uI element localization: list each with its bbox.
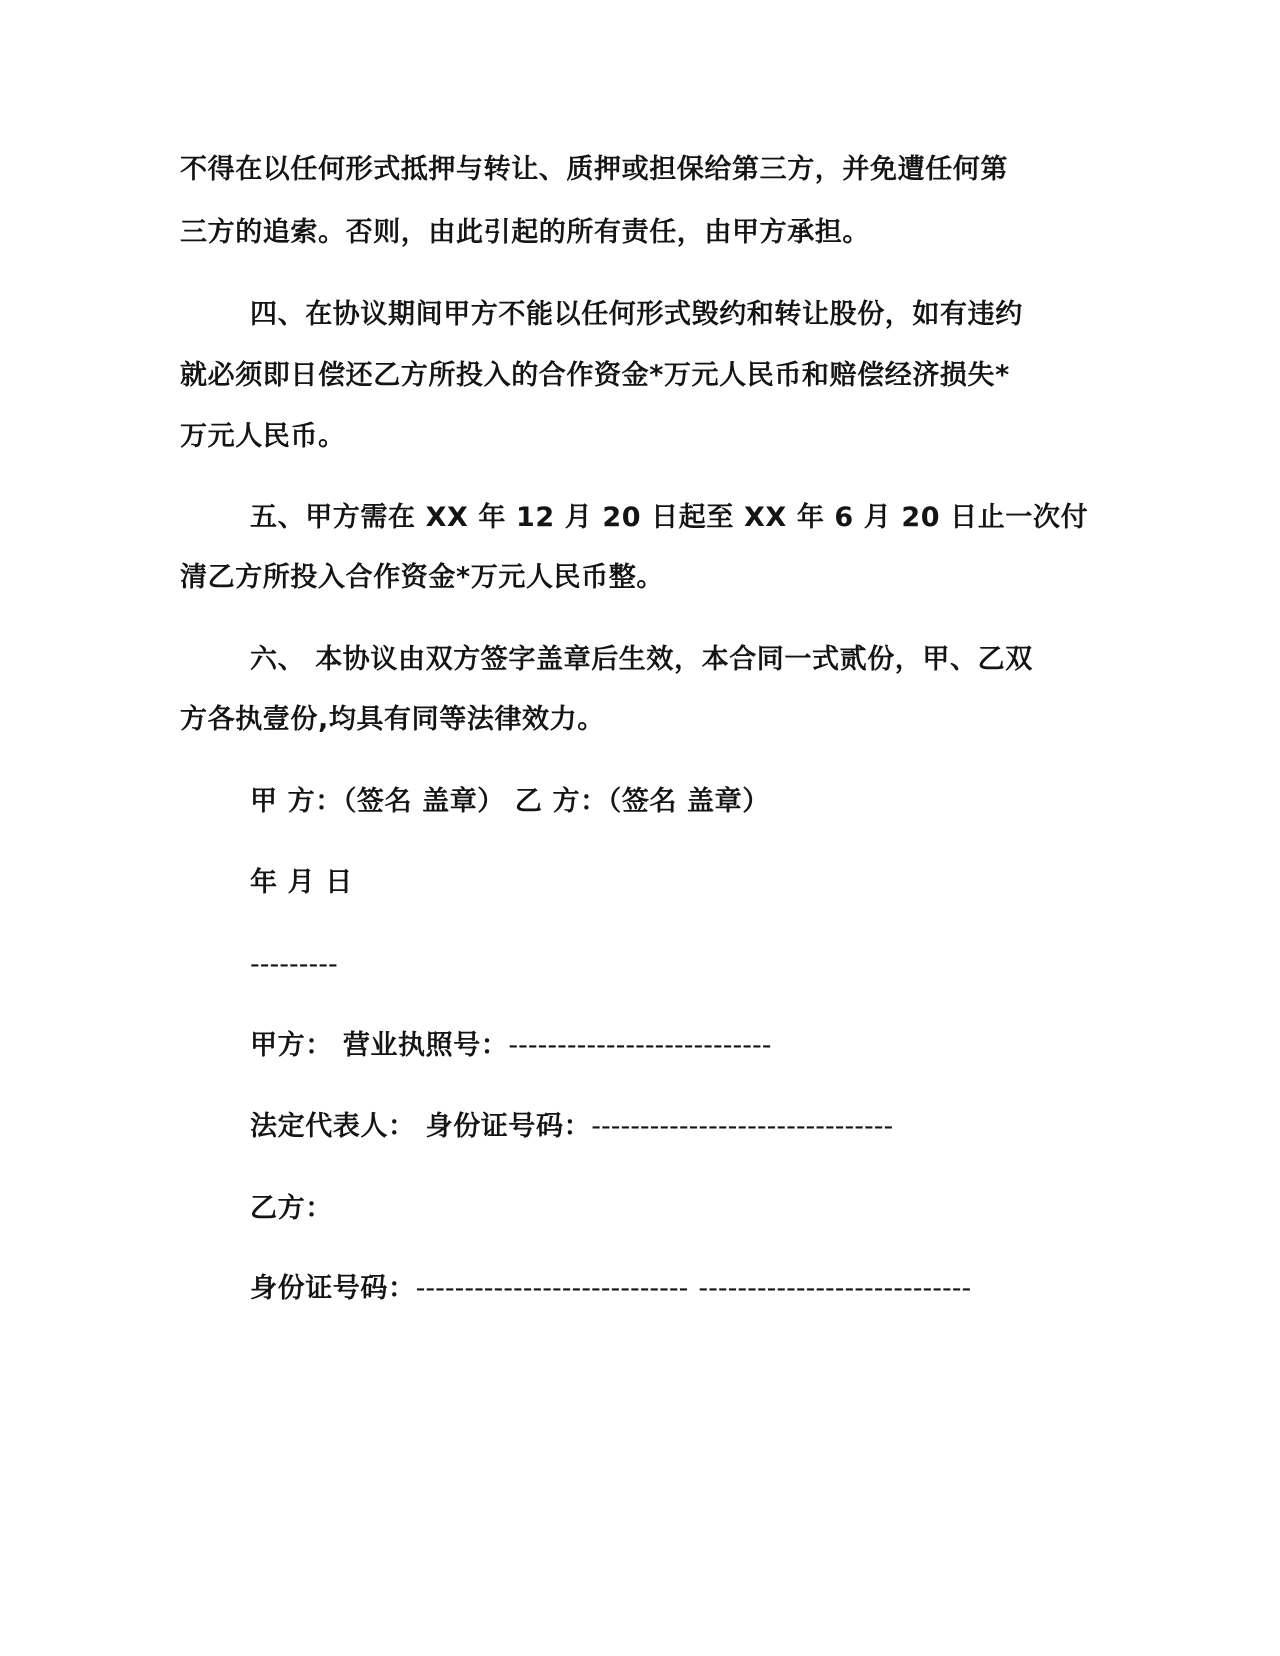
clause-line: 六、 本协议由双方签字盖章后生效，本合同一式贰份，甲、乙双	[250, 644, 1033, 675]
clause-line: 五、甲方需在 XX 年 12 月 20 日起至 XX 年 6 月 20 日止一次付	[250, 502, 1089, 533]
id-number-label: 身份证号码：	[425, 1111, 592, 1142]
party-b-label: 乙 方：	[514, 786, 608, 817]
clause-line: 不得在以任何形式抵押与转让、质押或担保给第三方，并免遭任何第	[180, 154, 1008, 185]
clause-line: 就必须即日偿还乙方所投入的合作资金*万元人民币和赔偿经济损失*	[180, 360, 1010, 391]
party-b-label: 乙方：	[250, 1193, 333, 1224]
clause-line: 四、在协议期间甲方不能以任何形式毁约和转让股份，如有违约	[250, 299, 1023, 330]
party-b-id-row	[250, 1269, 971, 1309]
clause-line: 方各执壹份,均具有同等法律效力。	[180, 704, 605, 735]
party-b-signature-hint: （签名 盖章）	[607, 786, 770, 817]
clause-line: 三方的追索。否则，由此引起的所有责任，由甲方承担。	[180, 217, 870, 248]
separator-line: ---------	[250, 949, 338, 980]
signature-line	[250, 782, 770, 822]
clause-line: 万元人民币。	[180, 421, 346, 452]
id-number-blank: ----------------------------	[698, 1273, 972, 1304]
party-a-signature-hint: （签名 盖章）	[342, 786, 505, 817]
party-a-label: 甲 方：	[250, 786, 343, 817]
id-number-label: 身份证号码：	[250, 1273, 416, 1304]
license-number-label: 营业执照号：	[342, 1030, 509, 1061]
license-number-blank: ---------------------------	[508, 1030, 772, 1061]
id-number-blank: -------------------------------	[591, 1111, 894, 1142]
party-a-representative-row	[250, 1107, 893, 1147]
party-a-license-row	[250, 1026, 771, 1066]
id-number-blank: ----------------------------	[415, 1273, 689, 1304]
signing-date: 年 月 日	[250, 867, 353, 898]
party-a-label: 甲方：	[250, 1030, 333, 1061]
legal-representative-label: 法定代表人：	[250, 1111, 416, 1142]
clause-line: 清乙方所投入合作资金*万元人民币整。	[180, 562, 664, 593]
